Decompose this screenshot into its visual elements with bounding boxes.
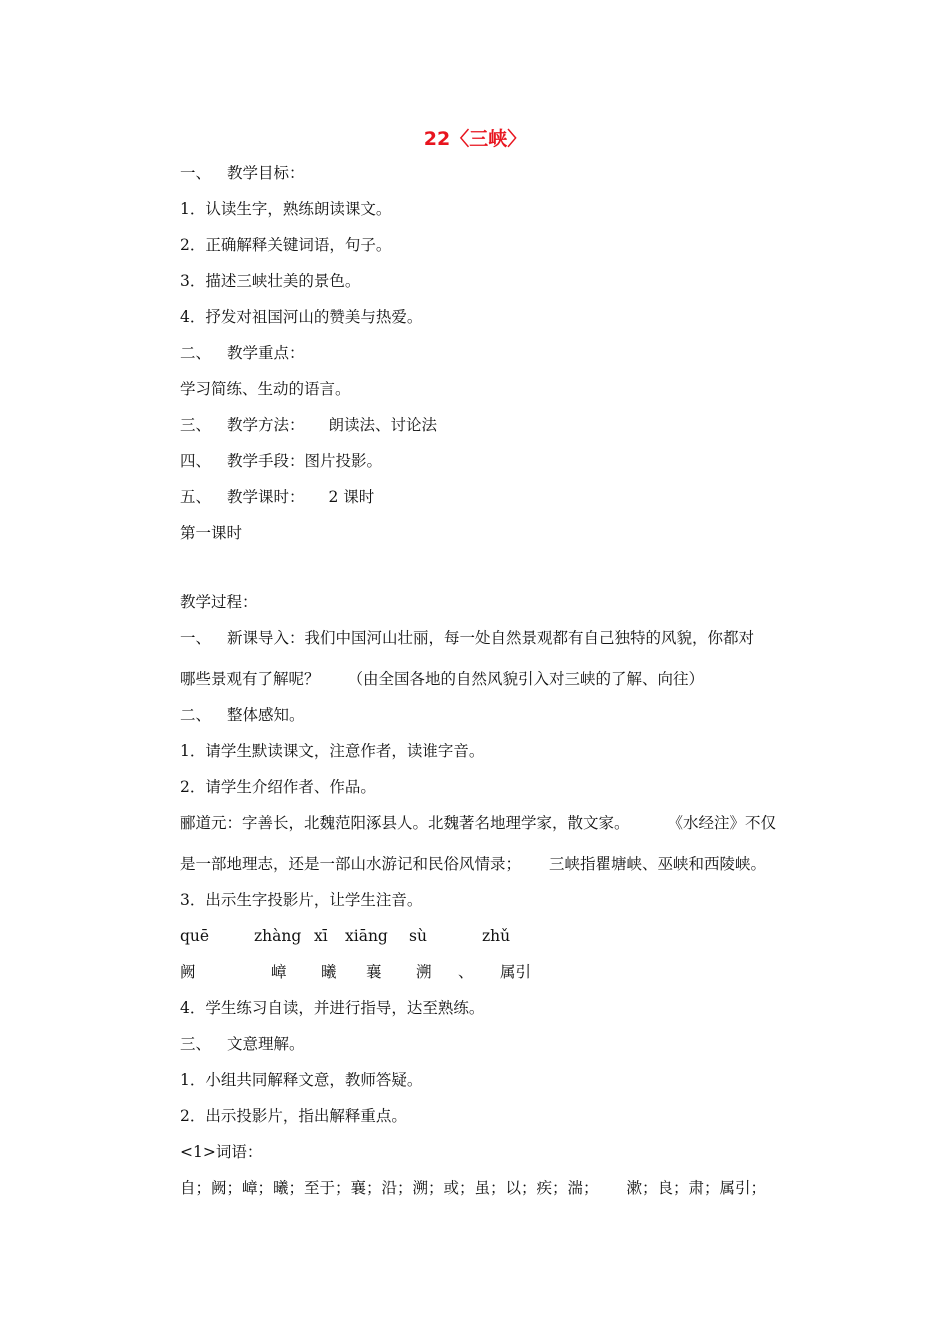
character: 阙 — [180, 963, 196, 981]
author-line-1: 郦道元：字善长，北魏范阳涿县人。北魏著名地理学家，散文家。 《水经注》不仅 — [180, 814, 777, 832]
pinyin: xiāng — [345, 927, 388, 945]
section-overall-heading: 二、 整体感知。 — [180, 706, 305, 724]
pinyin: sù — [409, 927, 427, 945]
intro-line-1: 一、 新课导入：我们中国河山壮丽，每一处自然景观都有自己独特的风貌，你都对 — [180, 629, 755, 647]
meaning-item-2: 2．出示投影片，指出解释重点。 — [180, 1107, 407, 1125]
overall-item-3: 3．出示生字投影片，让学生注音。 — [180, 891, 423, 909]
goal-item: 3．描述三峡壮美的景色。 — [180, 272, 361, 290]
character: 曦 — [321, 963, 337, 981]
lesson-heading: 第一课时 — [180, 524, 243, 542]
overall-item-2: 2．请学生介绍作者、作品。 — [180, 778, 376, 796]
character: 襄 — [366, 963, 382, 981]
section-method: 三、 教学方法： 朗读法、讨论法 — [180, 416, 438, 434]
goal-item: 4．抒发对祖国河山的赞美与热爱。 — [180, 308, 423, 326]
character: 嶂 — [271, 963, 287, 981]
section-goals-heading: 一、 教学目标： — [180, 164, 305, 182]
section-means: 四、 教学手段：图片投影。 — [180, 452, 383, 470]
chars-row — [180, 962, 580, 982]
process-heading: 教学过程： — [180, 593, 258, 611]
intro-line-2: 哪些景观有了解呢？ （由全国各地的自然风貌引入对三峡的了解、向往） — [180, 670, 705, 688]
pinyin-row — [180, 926, 580, 946]
section-focus-heading: 二、 教学重点： — [180, 344, 305, 362]
pinyin: zhǔ — [482, 927, 511, 945]
overall-item-1: 1．请学生默读课文，注意作者，读谁字音。 — [180, 742, 485, 760]
words-list: 自；阙；嶂；曦；至于；襄；沿；溯；或；虽；以；疾；湍； 漱；良；肃；属引； — [180, 1179, 767, 1197]
section-hours: 五、 教学课时： 2 课时 — [180, 488, 375, 506]
goal-item: 2．正确解释关键词语，句子。 — [180, 236, 392, 254]
pinyin: zhàng — [254, 927, 302, 945]
character: 属引 — [500, 963, 532, 981]
page-title: 22〈三峡〉 — [423, 128, 527, 150]
pinyin: xī — [314, 927, 328, 945]
goal-item: 1．认读生字，熟练朗读课文。 — [180, 200, 392, 218]
character: 、 — [458, 963, 474, 981]
meaning-item-1: 1．小组共同解释文意，教师答疑。 — [180, 1071, 423, 1089]
character: 溯 — [416, 963, 432, 981]
overall-item-4: 4．学生练习自读，并进行指导，达至熟练。 — [180, 999, 485, 1017]
focus-text: 学习简练、生动的语言。 — [180, 380, 351, 398]
pinyin: quē — [180, 927, 210, 945]
author-line-2: 是一部地理志，还是一部山水游记和民俗风情录； 三峡指瞿塘峡、巫峡和西陵峡。 — [180, 855, 767, 873]
words-label: <1>词语： — [180, 1143, 263, 1161]
section-meaning-heading: 三、 文意理解。 — [180, 1035, 305, 1053]
